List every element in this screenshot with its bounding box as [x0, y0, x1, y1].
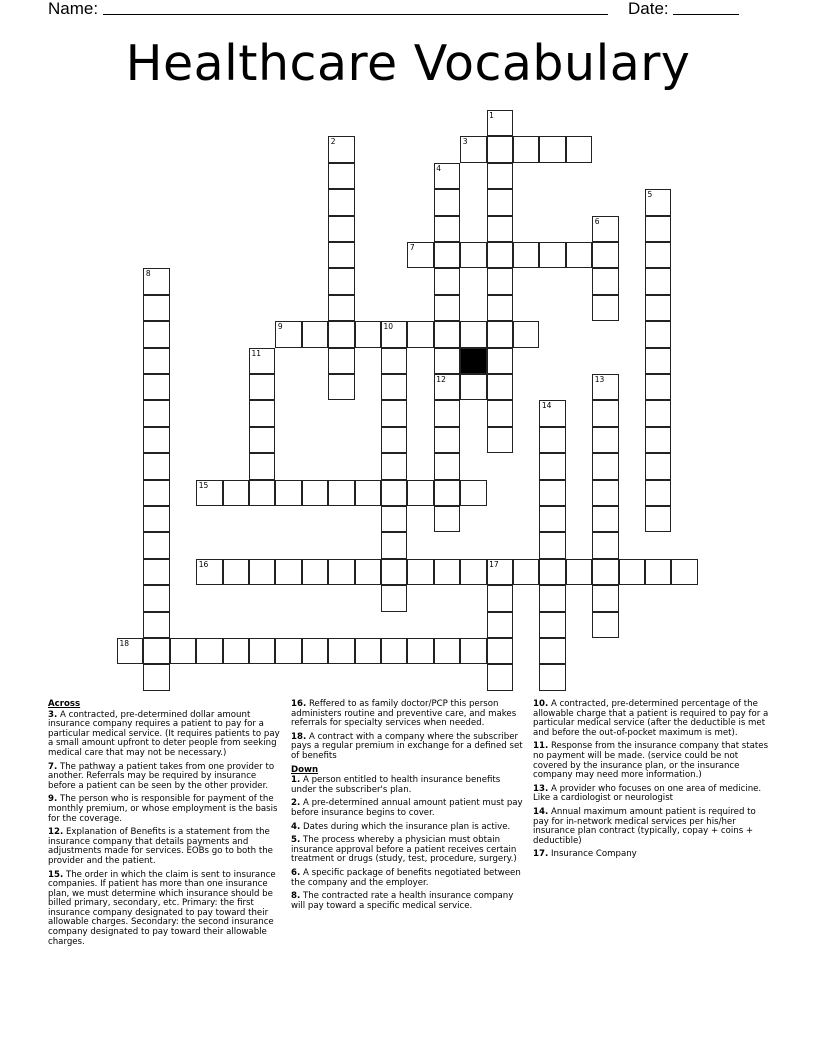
clue-number: 13.	[533, 783, 549, 794]
grid-cell[interactable]	[434, 638, 460, 664]
grid-cell[interactable]	[407, 242, 433, 268]
clue-number: 3	[462, 137, 468, 147]
clue-number: 15.	[48, 869, 64, 880]
grid-cell[interactable]	[275, 638, 301, 664]
grid-cell[interactable]	[592, 216, 618, 242]
grid-cell[interactable]	[407, 321, 433, 347]
clue-item	[291, 799, 525, 818]
grid-cell[interactable]	[434, 506, 460, 532]
grid-cell[interactable]	[539, 532, 565, 558]
grid-cell[interactable]	[487, 638, 513, 664]
clue-number: 8.	[291, 891, 301, 902]
grid-cell[interactable]	[539, 427, 565, 453]
grid-cell[interactable]	[592, 506, 618, 532]
clues-column-3	[533, 700, 769, 864]
grid-cell[interactable]	[381, 348, 407, 374]
clue-number: 18	[119, 639, 130, 648]
clue-number: 13	[594, 375, 605, 384]
grid-cell[interactable]	[143, 664, 169, 690]
grid-cell[interactable]	[328, 216, 354, 242]
grid-cell[interactable]	[434, 268, 460, 294]
grid-cell[interactable]	[592, 453, 618, 479]
grid-cell[interactable]	[487, 268, 513, 294]
clue-number: 16	[198, 559, 209, 569]
grid-cell[interactable]	[434, 427, 460, 453]
clue-number: 14.	[533, 806, 549, 817]
grid-cell[interactable]	[434, 480, 460, 506]
grid-cell[interactable]	[487, 374, 513, 400]
clue-text: Dates during which the insurance plan is active.	[300, 821, 511, 832]
date-label: Date:	[628, 0, 669, 18]
grid-cell[interactable]	[487, 585, 513, 611]
grid-cell[interactable]	[143, 480, 169, 506]
clue-text: A contracted, pre-determined dollar amount insurance company requires a patient to pay for a particular medical service. (It requires patients to pay a small amount upfront to deter people from seeking medical care that may not be necessary.)	[48, 709, 280, 758]
clue-number: 17	[489, 559, 499, 569]
grid-cell[interactable]	[328, 136, 354, 162]
grid-cell[interactable]	[592, 480, 618, 506]
grid-cell[interactable]	[460, 321, 486, 347]
clue-number: 7.	[48, 761, 58, 772]
grid-cell[interactable]	[592, 427, 618, 453]
clue-item	[48, 711, 280, 759]
grid-cell[interactable]	[328, 480, 354, 506]
clue-text: The order in which the claim is sent to insurance companies. If patient has more than one insurance plan, we must determine which insurance should be billed primary, secondary, etc. Primary: the first insurance company designated to pay toward their allowable charges. Secondary: the second insurance company designated to pay toward their allowable charges.	[48, 869, 276, 947]
clue-item	[291, 700, 525, 729]
clue-text: A provider who focuses on one area of medicine. Like a cardiologist or neurologist	[533, 783, 762, 804]
grid-cell[interactable]	[381, 585, 407, 611]
clue-text: The contracted rate a health insurance company will pay toward a specific medical service.	[291, 891, 514, 911]
grid-cell[interactable]	[487, 295, 513, 321]
grid-cell[interactable]	[143, 638, 169, 664]
grid-cell[interactable]	[487, 216, 513, 242]
grid-cell[interactable]	[381, 532, 407, 558]
grid-cell[interactable]	[645, 559, 671, 585]
clue-text: A contract with a company where the subscriber pays a regular premium in exchange for a defined set of benefits	[291, 731, 523, 761]
grid-cell[interactable]	[381, 480, 407, 506]
grid-cell[interactable]	[592, 559, 618, 585]
grid-cell[interactable]	[143, 427, 169, 453]
grid-cell[interactable]	[407, 480, 433, 506]
clues-column-2	[291, 700, 525, 915]
grid-cell[interactable]	[249, 400, 275, 426]
clue-text: A pre-determined annual amount patient must pay before insurance begins to cover.	[291, 798, 523, 818]
grid-cell[interactable]	[434, 348, 460, 374]
grid-cell[interactable]	[539, 559, 565, 585]
clue-number: 9	[277, 322, 283, 332]
grid-cell[interactable]	[487, 348, 513, 374]
grid-cell[interactable]	[645, 189, 671, 215]
grid-cell[interactable]	[487, 559, 513, 585]
grid-cell[interactable]	[434, 559, 460, 585]
grid-cell[interactable]	[302, 559, 328, 585]
clue-number: 8	[145, 269, 151, 279]
clue-text: Annual maximum amount patient is required to pay for in-network medical services per his/her insurance plan contract (typically, copay + coins + deductible)	[533, 806, 756, 846]
date-field[interactable]	[673, 14, 739, 15]
grid-cell[interactable]	[143, 295, 169, 321]
grid-cell[interactable]	[355, 638, 381, 664]
grid-cell[interactable]	[355, 480, 381, 506]
grid-cell[interactable]	[434, 453, 460, 479]
grid-cell[interactable]	[381, 506, 407, 532]
grid-cell[interactable]	[539, 136, 565, 162]
black-cell	[460, 348, 486, 374]
clue-text: The process whereby a physician must obtain insurance approval before a patient receives certain treatment or drugs (study, test, procedure, surgery.)	[291, 835, 517, 865]
grid-cell[interactable]	[381, 427, 407, 453]
grid-cell[interactable]	[566, 136, 592, 162]
grid-cell[interactable]	[328, 638, 354, 664]
grid-cell[interactable]	[592, 242, 618, 268]
grid-cell[interactable]	[645, 506, 671, 532]
clue-text: A contracted, pre-determined percentage of the allowable charge that a patient is required to pay for a particular medical service (after the deductible is met and before the out-of-pocket maximum is met).	[533, 699, 769, 738]
clue-item	[291, 836, 525, 865]
grid-cell[interactable]	[592, 585, 618, 611]
grid-cell[interactable]	[328, 242, 354, 268]
grid-cell[interactable]	[249, 348, 275, 374]
grid-cell[interactable]	[328, 163, 354, 189]
grid-cell[interactable]	[275, 480, 301, 506]
clue-text: Explanation of Benefits is a statement from the insurance company that details payments and adjustments made for services. EOBs go to both the provider and the patient.	[48, 827, 273, 866]
grid-cell[interactable]	[223, 638, 249, 664]
grid-cell[interactable]	[275, 559, 301, 585]
clue-item	[48, 828, 280, 866]
grid-cell[interactable]	[539, 453, 565, 479]
grid-cell[interactable]	[143, 348, 169, 374]
grid-cell[interactable]	[460, 559, 486, 585]
grid-cell[interactable]	[645, 295, 671, 321]
clue-number: 7	[409, 243, 415, 252]
grid-cell[interactable]	[249, 453, 275, 479]
grid-cell[interactable]	[381, 400, 407, 426]
grid-cell[interactable]	[434, 374, 460, 400]
crossword-grid	[117, 110, 717, 710]
clue-number: 17.	[533, 849, 549, 860]
grid-cell[interactable]	[487, 664, 513, 690]
grid-cell[interactable]	[143, 400, 169, 426]
grid-cell[interactable]	[381, 453, 407, 479]
name-field[interactable]	[103, 14, 608, 15]
clue-number: 4	[436, 163, 442, 173]
grid-cell[interactable]	[539, 638, 565, 664]
grid-cell[interactable]	[249, 559, 275, 585]
grid-cell[interactable]	[539, 506, 565, 532]
grid-cell[interactable]	[671, 559, 697, 585]
clue-number: 14	[541, 401, 552, 411]
grid-cell[interactable]	[645, 427, 671, 453]
clue-number: 11	[251, 348, 262, 358]
clue-item	[48, 871, 280, 948]
clue-number: 1.	[291, 775, 301, 786]
grid-cell[interactable]	[487, 321, 513, 347]
clue-text: A specific package of benefits negotiated between the company and the employer.	[291, 867, 521, 888]
grid-cell[interactable]	[645, 348, 671, 374]
grid-cell[interactable]	[592, 268, 618, 294]
grid-cell[interactable]	[143, 374, 169, 400]
clue-number: 2	[330, 137, 336, 147]
grid-cell[interactable]	[302, 638, 328, 664]
clue-item	[533, 808, 769, 846]
grid-cell[interactable]	[249, 374, 275, 400]
grid-cell[interactable]	[460, 638, 486, 664]
page-title: Healthcare Vocabulary	[125, 35, 691, 92]
clue-item	[48, 795, 280, 824]
clue-number: 11.	[533, 741, 549, 752]
grid-cell[interactable]	[196, 559, 222, 585]
grid-cell[interactable]	[302, 480, 328, 506]
grid-cell[interactable]	[381, 559, 407, 585]
grid-cell[interactable]	[355, 559, 381, 585]
grid-cell[interactable]	[566, 242, 592, 268]
grid-cell[interactable]	[592, 295, 618, 321]
grid-cell[interactable]	[645, 242, 671, 268]
clue-number: 5	[647, 190, 653, 200]
grid-cell[interactable]	[487, 400, 513, 426]
clue-item	[533, 785, 769, 804]
grid-cell[interactable]	[539, 585, 565, 611]
clues-heading: Down	[291, 764, 319, 775]
clue-item	[291, 892, 525, 911]
clue-item	[291, 869, 525, 888]
grid-cell[interactable]	[328, 189, 354, 215]
grid-cell[interactable]	[328, 321, 354, 347]
grid-cell[interactable]	[249, 638, 275, 664]
grid-cell[interactable]	[645, 400, 671, 426]
clue-number: 2.	[291, 798, 301, 809]
grid-cell[interactable]	[566, 559, 592, 585]
grid-cell[interactable]	[434, 321, 460, 347]
clue-number: 4.	[291, 821, 301, 832]
clues-heading: Across	[48, 699, 81, 709]
clue-text: A person entitled to health insurance benefits under the subscriber's plan.	[291, 775, 501, 795]
grid-cell[interactable]	[592, 374, 618, 400]
grid-cell[interactable]	[407, 638, 433, 664]
grid-cell[interactable]	[539, 400, 565, 426]
grid-cell[interactable]	[619, 559, 645, 585]
grid-cell[interactable]	[355, 321, 381, 347]
grid-cell[interactable]	[434, 163, 460, 189]
grid-cell[interactable]	[143, 268, 169, 294]
grid-cell[interactable]	[143, 506, 169, 532]
grid-cell[interactable]	[645, 453, 671, 479]
grid-cell[interactable]	[460, 374, 486, 400]
grid-cell[interactable]	[592, 612, 618, 638]
clue-number: 6	[594, 216, 600, 226]
grid-cell[interactable]	[381, 321, 407, 347]
grid-cell[interactable]	[539, 480, 565, 506]
worksheet-header	[48, 0, 748, 20]
clue-item	[533, 700, 769, 738]
clue-number: 15	[198, 480, 209, 490]
clue-number: 1	[489, 111, 494, 120]
grid-cell[interactable]	[539, 612, 565, 638]
grid-cell[interactable]	[143, 532, 169, 558]
grid-cell[interactable]	[645, 268, 671, 294]
grid-cell[interactable]	[407, 559, 433, 585]
grid-cell[interactable]	[381, 374, 407, 400]
grid-cell[interactable]	[434, 189, 460, 215]
clue-item	[291, 733, 525, 762]
grid-cell[interactable]	[143, 559, 169, 585]
clue-number: 3.	[48, 709, 58, 720]
grid-cell[interactable]	[275, 321, 301, 347]
clue-item	[533, 850, 769, 860]
grid-cell[interactable]	[460, 242, 486, 268]
grid-cell[interactable]	[196, 638, 222, 664]
grid-cell[interactable]	[328, 295, 354, 321]
grid-cell[interactable]	[328, 268, 354, 294]
grid-cell[interactable]	[434, 400, 460, 426]
grid-cell[interactable]	[487, 612, 513, 638]
clue-number: 9.	[48, 794, 58, 805]
grid-cell[interactable]	[487, 427, 513, 453]
grid-cell[interactable]	[434, 295, 460, 321]
grid-cell[interactable]	[645, 374, 671, 400]
clue-number: 10.	[533, 699, 549, 709]
grid-cell[interactable]	[328, 559, 354, 585]
grid-cell[interactable]	[645, 321, 671, 347]
grid-cell[interactable]	[487, 136, 513, 162]
grid-cell[interactable]	[487, 110, 513, 136]
grid-cell[interactable]	[592, 532, 618, 558]
grid-cell[interactable]	[460, 480, 486, 506]
grid-cell[interactable]	[487, 242, 513, 268]
clue-number: 6.	[291, 867, 301, 878]
grid-cell[interactable]	[143, 612, 169, 638]
grid-cell[interactable]	[434, 216, 460, 242]
clue-text: The pathway a patient takes from one provider to another. Referrals may be required by insurance before a patient can be seen by the other provider.	[48, 761, 275, 791]
name-label: Name:	[48, 0, 99, 18]
clue-item	[48, 763, 280, 792]
clue-text: The person who is responsible for payment of the monthly premium, or whose employment is the basis for the coverage.	[48, 794, 278, 824]
grid-cell[interactable]	[592, 400, 618, 426]
clue-number: 18.	[291, 731, 307, 742]
grid-cell[interactable]	[539, 242, 565, 268]
grid-cell[interactable]	[328, 374, 354, 400]
grid-cell[interactable]	[249, 480, 275, 506]
grid-cell[interactable]	[513, 136, 539, 162]
grid-cell[interactable]	[302, 321, 328, 347]
grid-cell[interactable]	[143, 453, 169, 479]
grid-cell[interactable]	[328, 348, 354, 374]
clue-number: 16.	[291, 699, 307, 709]
grid-cell[interactable]	[539, 664, 565, 690]
grid-cell[interactable]	[434, 242, 460, 268]
clue-text: Response from the insurance company that states no payment will be made. (service could be not covered by the insurance plan, or the insurance company may need more information.)	[533, 741, 769, 781]
grid-cell[interactable]	[143, 585, 169, 611]
clue-number: 5.	[291, 835, 301, 846]
clue-item	[533, 742, 769, 780]
clue-text: Insurance Company	[548, 849, 637, 860]
grid-cell[interactable]	[645, 216, 671, 242]
grid-cell[interactable]	[170, 638, 196, 664]
grid-cell[interactable]	[460, 136, 486, 162]
grid-cell[interactable]	[249, 427, 275, 453]
grid-cell[interactable]	[487, 163, 513, 189]
clue-text: Reffered to as family doctor/PCP this person administers routine and preventive care, and makes referrals for specialty services when needed.	[291, 699, 517, 729]
grid-cell[interactable]	[487, 189, 513, 215]
grid-cell[interactable]	[143, 321, 169, 347]
grid-cell[interactable]	[196, 480, 222, 506]
grid-cell[interactable]	[381, 638, 407, 664]
grid-cell[interactable]	[223, 559, 249, 585]
clues-column-1	[48, 700, 280, 951]
clue-number: 12.	[48, 827, 64, 838]
clue-item	[291, 823, 525, 833]
grid-cell[interactable]	[645, 480, 671, 506]
grid-cell[interactable]	[117, 638, 143, 664]
grid-cell[interactable]	[513, 559, 539, 585]
grid-cell[interactable]	[223, 480, 249, 506]
clue-number: 10	[383, 322, 394, 332]
clue-number: 12	[436, 375, 446, 384]
clue-item	[291, 776, 525, 795]
grid-cell[interactable]	[513, 321, 539, 347]
grid-cell[interactable]	[513, 242, 539, 268]
